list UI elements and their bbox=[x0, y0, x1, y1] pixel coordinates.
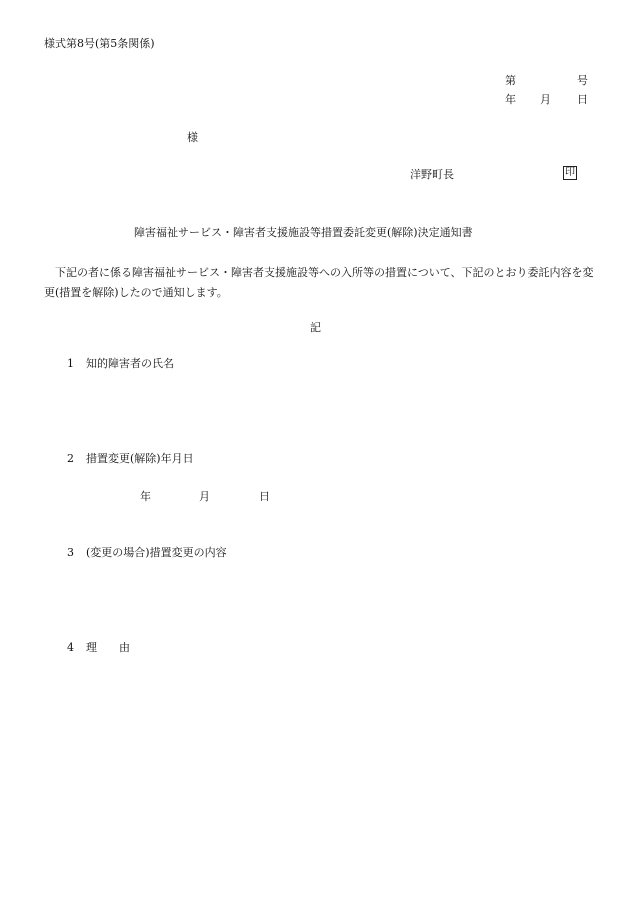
addressee-suffix: 様 bbox=[187, 131, 198, 144]
item-2-number: 2 bbox=[67, 452, 74, 465]
item-3-number: 3 bbox=[67, 546, 74, 559]
item-1-number: 1 bbox=[67, 357, 74, 370]
date-month: 月 bbox=[540, 93, 551, 106]
issuer: 洋野町長 bbox=[410, 168, 454, 181]
date-year: 年 bbox=[505, 93, 516, 106]
ki-marker: 記 bbox=[310, 321, 321, 334]
date-day: 日 bbox=[577, 93, 588, 106]
item-4-label: 理 由 bbox=[86, 641, 130, 654]
body-paragraph: 下記の者に係る障害福祉サービス・障害者支援施設等への入所等の措置について、下記のとおり委託内容を変更(措置を解除)したので通知します。 bbox=[44, 266, 594, 299]
item-1-label: 知的障害者の氏名 bbox=[86, 357, 174, 370]
number-go: 号 bbox=[577, 74, 588, 87]
change-date-year: 年 bbox=[140, 490, 151, 503]
number-dai: 第 bbox=[505, 74, 516, 87]
seal-mark: 印 bbox=[565, 167, 575, 178]
form-label: 様式第8号(第5条関係) bbox=[44, 37, 155, 50]
item-4-number: 4 bbox=[67, 641, 74, 654]
item-3-label: (変更の場合)措置変更の内容 bbox=[86, 546, 227, 559]
item-2-label: 措置変更(解除)年月日 bbox=[86, 452, 194, 465]
change-date-day: 日 bbox=[259, 490, 270, 503]
change-date-month: 月 bbox=[199, 490, 210, 503]
document-title: 障害福祉サービス・障害者支援施設等措置委託変更(解除)決定通知書 bbox=[134, 226, 473, 239]
